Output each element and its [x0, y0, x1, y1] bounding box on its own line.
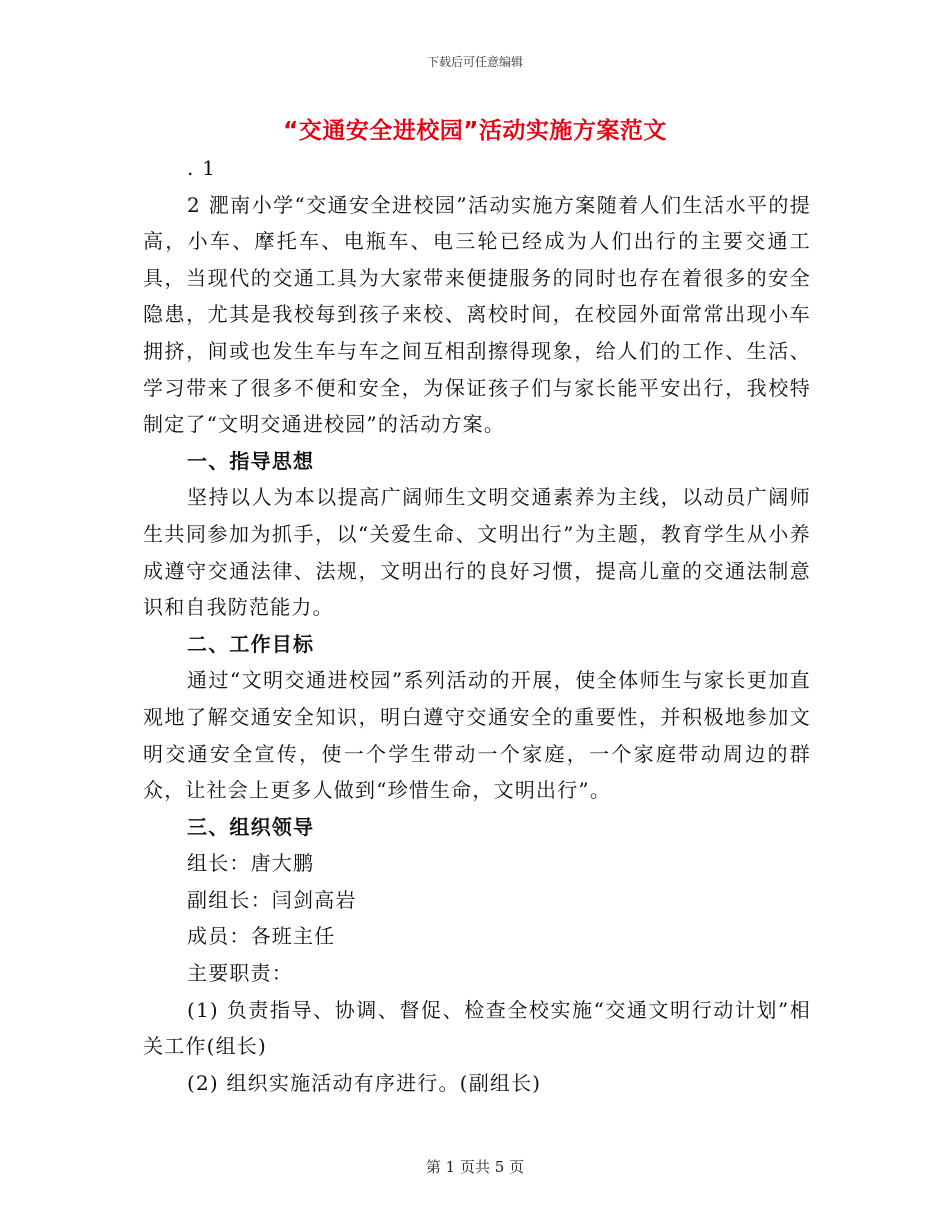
intro-paragraph: 2 淝南小学“交通安全进校园”活动实施方案随着人们生活水平的提高，小车、摩托车、电瓶车、电三轮已经成为人们出行的主要交通工具，当现代的交通工具为大家带来便捷服务的同时也存在着很多的安全隐患，尤其是我校每到孩子来校、离校时间，在校园外面常常出现小车拥挤，间或也发生车与车之间互相刮擦得现象，给人们的工作、生活、学习带来了很多不便和安全，为保证孩子们与家长能平安出行，我校特制定了“文明交通进校园”的活动方案。	[143, 192, 811, 437]
team-leader-line: 组长：唐大鹏	[187, 851, 315, 876]
header-note: 下载后可任意编辑	[426, 55, 523, 69]
duty-item-2: (2) 组织实施活动有序进行。(副组长)	[187, 1070, 542, 1095]
document-title: “交通安全进校园”活动实施方案范文	[283, 118, 667, 144]
document-body	[143, 150, 811, 1101]
deputy-leader-line: 副组长：闫剑高岩	[187, 887, 357, 912]
section-heading-guiding-thought: 一、指导思想	[187, 448, 315, 473]
page-footer: 第 1 页共 5 页	[425, 1158, 525, 1176]
number-line: . 1	[187, 156, 217, 180]
duty-item-1: (1) 负责指导、协调、督促、检查全校实施“交通文明行动计划”相关工作(组长)	[143, 997, 811, 1059]
duties-label: 主要职责：	[187, 961, 293, 986]
members-line: 成员：各班主任	[187, 924, 336, 949]
section-heading-organization: 三、组织领导	[187, 814, 315, 839]
section-text-guiding-thought: 坚持以人为本以提高广阔师生文明交通素养为主线，以动员广阔师生共同参加为抓手，以“关爱生命、文明出行”为主题，教育学生从小养成遵守交通法律、法规，文明出行的良好习惯，提高儿童的交通法制意识和自我防范能力。	[143, 485, 811, 620]
section-text-work-goals: 通过“文明交通进校园”系列活动的开展，使全体师生与家长更加直观地了解交通安全知识，明白遵守交通安全的重要性，并积极地参加文明交通安全宣传，使一个学生带动一个家庭，一个家庭带动周边的群众，让社会上更多人做到“珍惜生命，文明出行”。	[143, 668, 811, 803]
section-heading-work-goals: 二、工作目标	[187, 631, 315, 656]
